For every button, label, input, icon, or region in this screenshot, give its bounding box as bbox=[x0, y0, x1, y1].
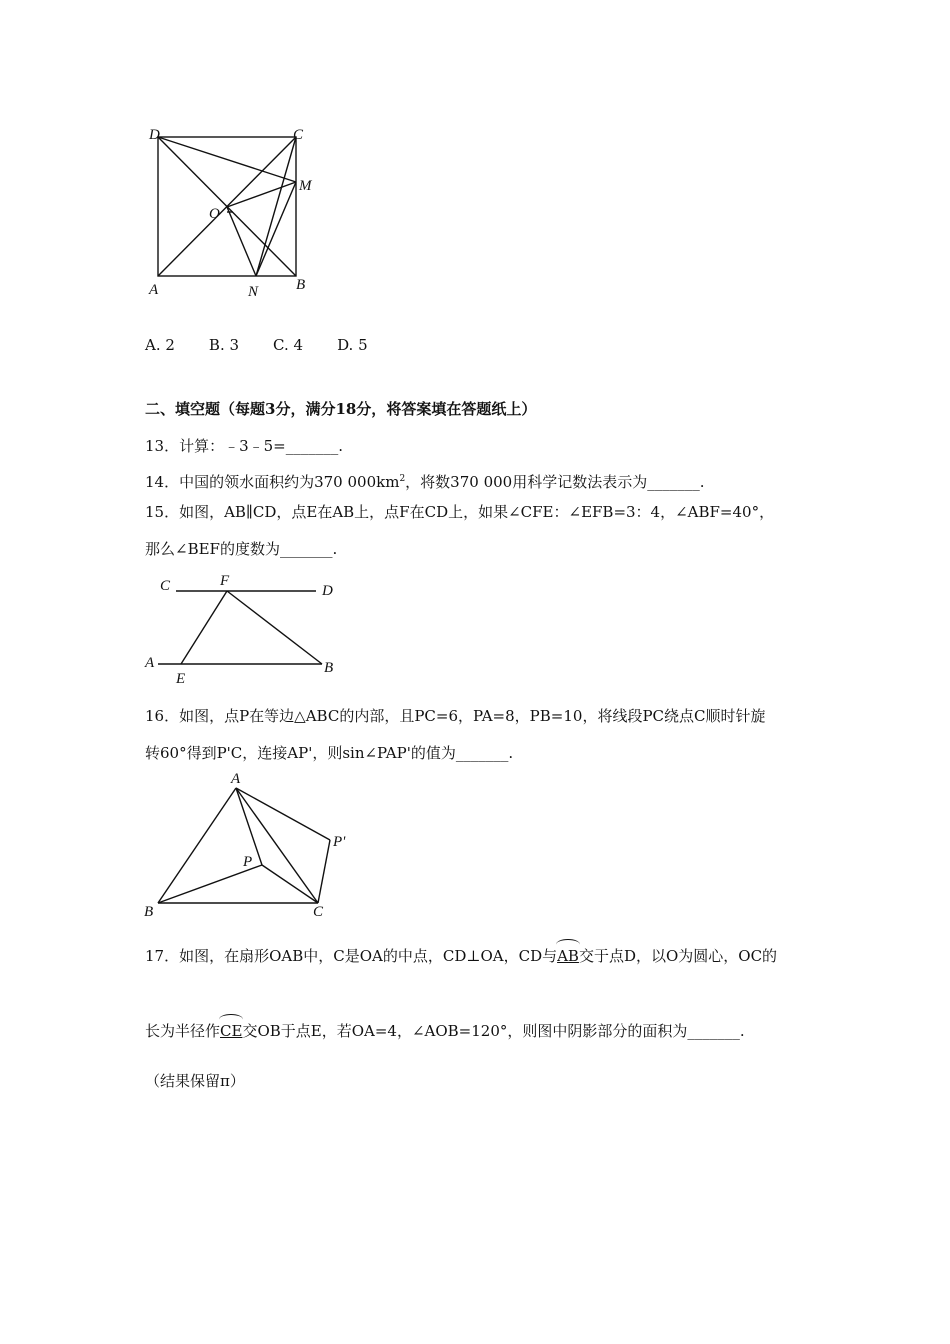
label-E: E bbox=[176, 671, 186, 687]
figure-parallel bbox=[140, 570, 350, 690]
label-P: P bbox=[243, 854, 253, 870]
question-14 bbox=[145, 469, 704, 492]
option-c: C. 4 bbox=[273, 336, 304, 354]
figure-square bbox=[140, 120, 330, 305]
question-16-line1: 16．如图，点P在等边△ABC的内部，且PC=6，PA=8，PB=10，将线段PC绕点C顺时针旋 bbox=[145, 707, 766, 725]
label-A: A bbox=[145, 655, 155, 671]
figure-triangle bbox=[140, 768, 360, 923]
q17-line2-b: 交OB于点E，若OA=4，∠AOB=120°，则图中阴影部分的面积为_______. bbox=[242, 1022, 745, 1040]
q17-line1-a: 17．如图，在扇形OAB中，C是OA的中点，CD⊥OA，CD与 bbox=[145, 947, 558, 965]
arc-ce: CE bbox=[220, 1022, 243, 1040]
arc-ab: AB bbox=[557, 947, 579, 965]
label-F: F bbox=[220, 573, 230, 589]
q14-text-b: ，将数370 000用科学记数法表示为_______. bbox=[405, 473, 705, 491]
label-D: D bbox=[149, 127, 160, 143]
label-O: O bbox=[209, 206, 220, 222]
q14-text-a: 14．中国的领水面积约为370 000km bbox=[145, 473, 400, 491]
option-b: B. 3 bbox=[208, 336, 240, 354]
triangle-lines bbox=[158, 788, 330, 903]
label-D: D bbox=[322, 583, 333, 599]
question-15-line2: 那么∠BEF的度数为_______. bbox=[145, 540, 338, 558]
question-17-line1 bbox=[145, 946, 777, 966]
q14-sup: 2 bbox=[399, 474, 406, 484]
section-heading: 二、填空题（每题3分，满分18分，将答案填在答题纸上） bbox=[145, 400, 537, 418]
square-lines bbox=[158, 137, 296, 276]
question-17-line3: （结果保留π） bbox=[145, 1072, 245, 1090]
q12-options bbox=[145, 335, 402, 355]
question-16-line2: 转60°得到P'C，连接AP'，则sin∠PAP'的值为_______. bbox=[145, 744, 514, 762]
parallel-lines bbox=[158, 591, 322, 664]
label-P-prime: P' bbox=[333, 834, 346, 850]
option-a: A. 2 bbox=[145, 336, 175, 354]
label-A: A bbox=[231, 771, 241, 787]
label-A: A bbox=[149, 282, 159, 298]
question-17-line2 bbox=[145, 1021, 745, 1041]
option-d: D. 5 bbox=[337, 336, 368, 354]
label-B: B bbox=[144, 904, 154, 920]
label-C: C bbox=[313, 904, 324, 920]
question-13: 13．计算：﹣3﹣5=_______. bbox=[145, 437, 344, 455]
label-B: B bbox=[296, 277, 306, 293]
label-B: B bbox=[324, 660, 334, 676]
label-C: C bbox=[160, 578, 171, 594]
label-N: N bbox=[248, 284, 259, 300]
q17-line2-a: 长为半径作 bbox=[145, 1022, 221, 1040]
label-M: M bbox=[299, 178, 312, 194]
label-C: C bbox=[293, 127, 304, 143]
question-15-line1: 15．如图，AB∥CD，点E在AB上，点F在CD上，如果∠CFE：∠EFB=3：4，∠ABF=40°， bbox=[145, 503, 775, 521]
q17-line1-b: 交于点D，以O为圆心，OC的 bbox=[578, 947, 778, 965]
